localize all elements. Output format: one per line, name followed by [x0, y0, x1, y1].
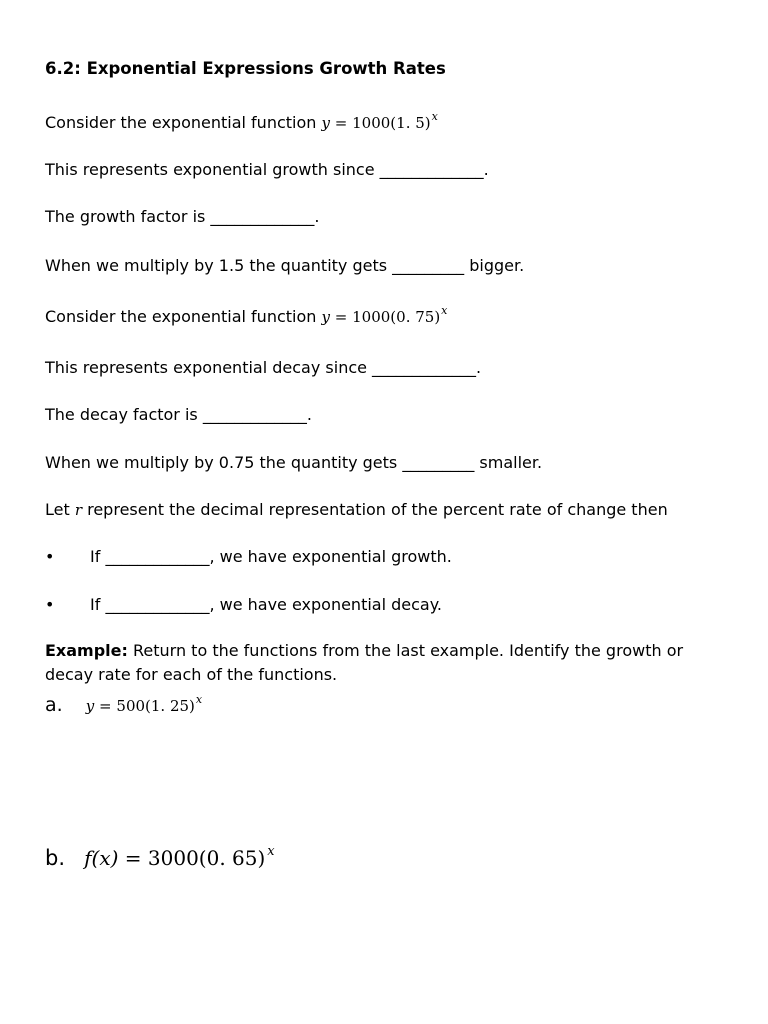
growth-function-exponent: x [431, 110, 438, 123]
decay-multiply-line: When we multiply by 0.75 the quantity gets _________ smaller. [45, 453, 543, 472]
decay-function-var: y [321, 308, 330, 326]
item-b-body: 3000(0. 65) [147, 846, 266, 870]
growth-since-line: This represents exponential growth since _____________. [45, 160, 489, 179]
growth-function-expression [321, 110, 438, 132]
decay-function-exponent: x [441, 304, 448, 317]
item-a-body: 500(1. 25) [116, 697, 195, 715]
item-a-expression [85, 693, 203, 715]
growth-factor-line: The growth factor is _____________. [45, 207, 320, 226]
page-title: 6.2: Exponential Expressions Growth Rates [45, 59, 446, 78]
bullet-icon: • [45, 595, 55, 614]
item-b [45, 842, 275, 878]
rate-suffix: represent the decimal representation of the percent rate of change then [87, 500, 668, 519]
bullet-decay-text: If _____________, we have exponential decay. [90, 595, 442, 614]
growth-function-body: 1000(1. 5) [352, 114, 431, 132]
growth-consider-text: Consider the exponential function [45, 113, 317, 132]
decay-factor-line: The decay factor is _____________. [45, 405, 312, 424]
growth-function-var: y [321, 114, 330, 132]
item-a [45, 693, 202, 720]
bullet-icon: • [45, 547, 55, 566]
rate-prefix: Let [45, 500, 70, 519]
example-label: Example: [45, 641, 128, 660]
example-text: Return to the functions from the last example. Identify the growth or decay rate for each of the functions. [45, 641, 684, 684]
item-a-equals: = [99, 697, 112, 715]
item-a-label: a. [45, 694, 63, 716]
rate-line [45, 500, 668, 520]
item-a-lhs: y [85, 697, 95, 715]
decay-function-expression [321, 304, 448, 326]
item-b-exponent: x [267, 844, 275, 859]
decay-function-body: 1000(0. 75) [352, 308, 441, 326]
decay-since-line: This represents exponential decay since _____________. [45, 358, 482, 377]
item-b-expression [84, 846, 275, 870]
decay-consider-text: Consider the exponential function [45, 307, 317, 326]
item-b-equals: = [124, 846, 142, 870]
growth-multiply-line: When we multiply by 1.5 the quantity gets _________ bigger. [45, 256, 525, 275]
decay-function-line [45, 304, 448, 329]
item-b-label: b. [45, 846, 66, 870]
growth-function-line [45, 110, 438, 135]
bullet-growth-text: If _____________, we have exponential growth. [90, 547, 452, 566]
item-a-exponent: x [195, 693, 203, 706]
item-b-lhs: f(x) [84, 846, 119, 870]
growth-function-equals: = [334, 114, 348, 132]
example-paragraph [45, 639, 705, 687]
decay-function-equals: = [334, 308, 348, 326]
rate-variable: r [74, 501, 83, 519]
